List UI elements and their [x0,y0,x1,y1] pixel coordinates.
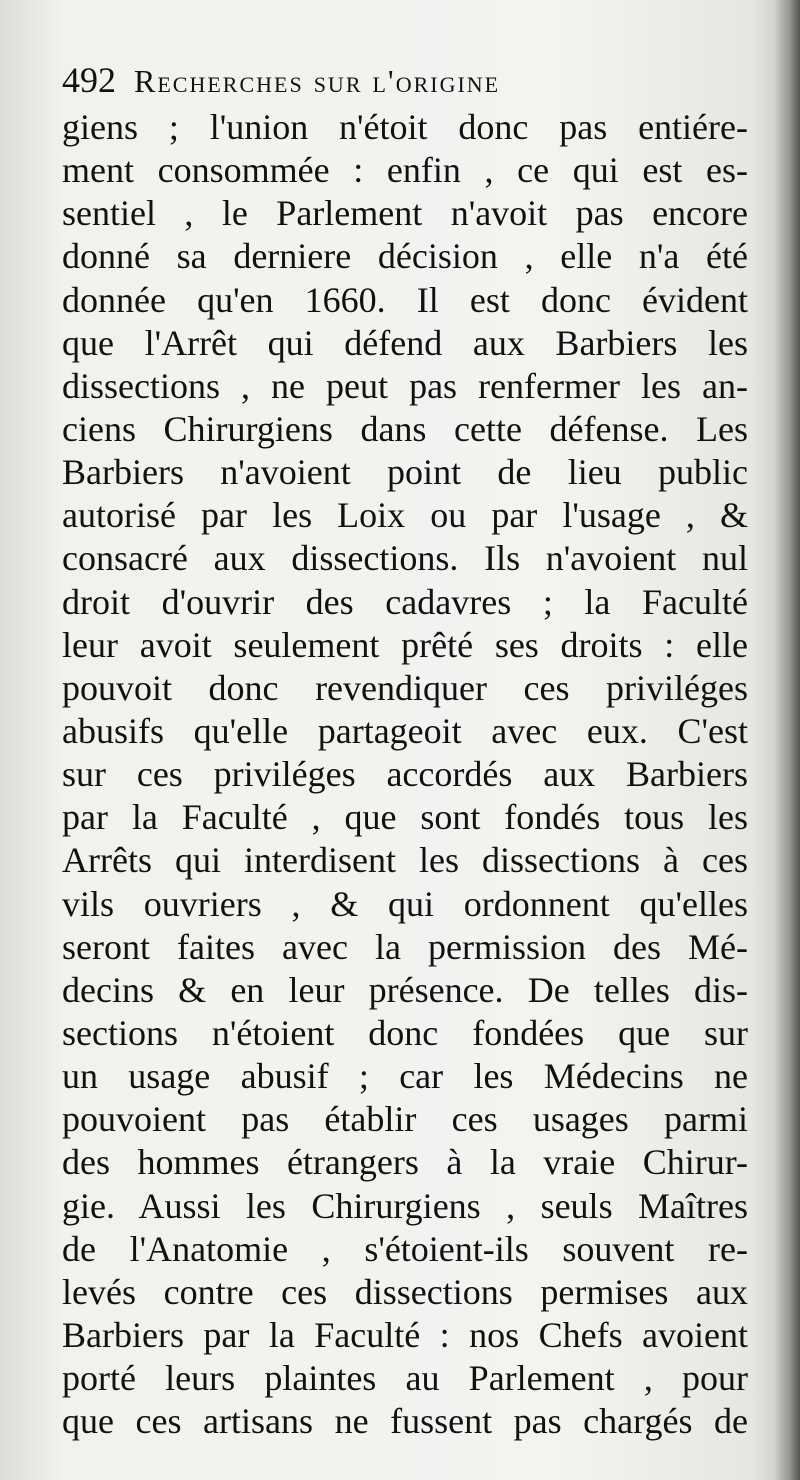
text-line: vils ouvriers , & qui ordonnent qu'elles [62,883,748,924]
text-line: des hommes étrangers à la vraie Chirur- [62,1142,748,1183]
text-line: giens ; l'union n'étoit donc pas entiére- [62,107,748,147]
text-line: seront faites avec la permission des Mé- [62,926,748,967]
text-line: pouvoit donc revendiquer ces priviléges [62,667,748,708]
text-line: que l'Arrêt qui défend aux Barbiers les [62,322,748,363]
text-line: abusifs qu'elle partageoit avec eux. C'est [62,710,748,751]
text-line: decins & en leur présence. De telles dis- [62,969,748,1010]
text-line: autorisé par les Loix ou par l'usage , & [62,495,748,536]
text-line: droit d'ouvrir des cadavres ; la Faculté [62,581,748,622]
text-line: sentiel , le Parlement n'avoit pas encore [62,193,748,234]
page-number: 492 [62,60,116,100]
text-line: pouvoient pas établir ces usages parmi [62,1099,748,1140]
text-line: porté leurs plaintes au Parlement , pour [62,1358,748,1399]
text-line: Barbiers n'avoient point de lieu public [62,452,748,493]
text-line: dissections , ne peut pas renfermer les an- [62,365,748,406]
text-line: sur ces priviléges accordés aux Barbiers [62,754,748,795]
text-line: un usage abusif ; car les Médecins ne [62,1056,748,1097]
text-line: donné sa derniere décision , elle n'a été [62,236,748,277]
text-line: de l'Anatomie , s'étoient-ils souvent re- [62,1228,748,1269]
text-line: sections n'étoient donc fondées que sur [62,1012,748,1053]
text-line: Barbiers par la Faculté : nos Chefs avoient [62,1314,748,1355]
text-line: ment consommée : enfin , ce qui est es- [62,150,748,191]
running-head: Recherches sur l'origine [134,63,501,99]
text-line: que ces artisans ne fussent pas chargés de [62,1401,748,1442]
text-line: consacré aux dissections. Ils n'avoient nul [62,538,748,579]
text-line: par la Faculté , que sont fondés tous les [62,797,748,838]
text-line: Arrêts qui interdisent les dissections à ces [62,840,748,881]
text-line: leur avoit seulement prêté ses droits : elle [62,624,748,665]
text-line: donnée qu'en 1660. Il est donc évident [62,279,748,320]
text-line: levés contre ces dissections permises aux [62,1271,748,1312]
text-line: ciens Chirurgiens dans cette défense. Les [62,408,748,449]
text-line: gie. Aussi les Chirurgiens , seuls Maîtres [62,1185,748,1226]
page-edge-shadow [774,0,800,1480]
page-header [62,58,762,102]
body-text [62,106,748,1443]
